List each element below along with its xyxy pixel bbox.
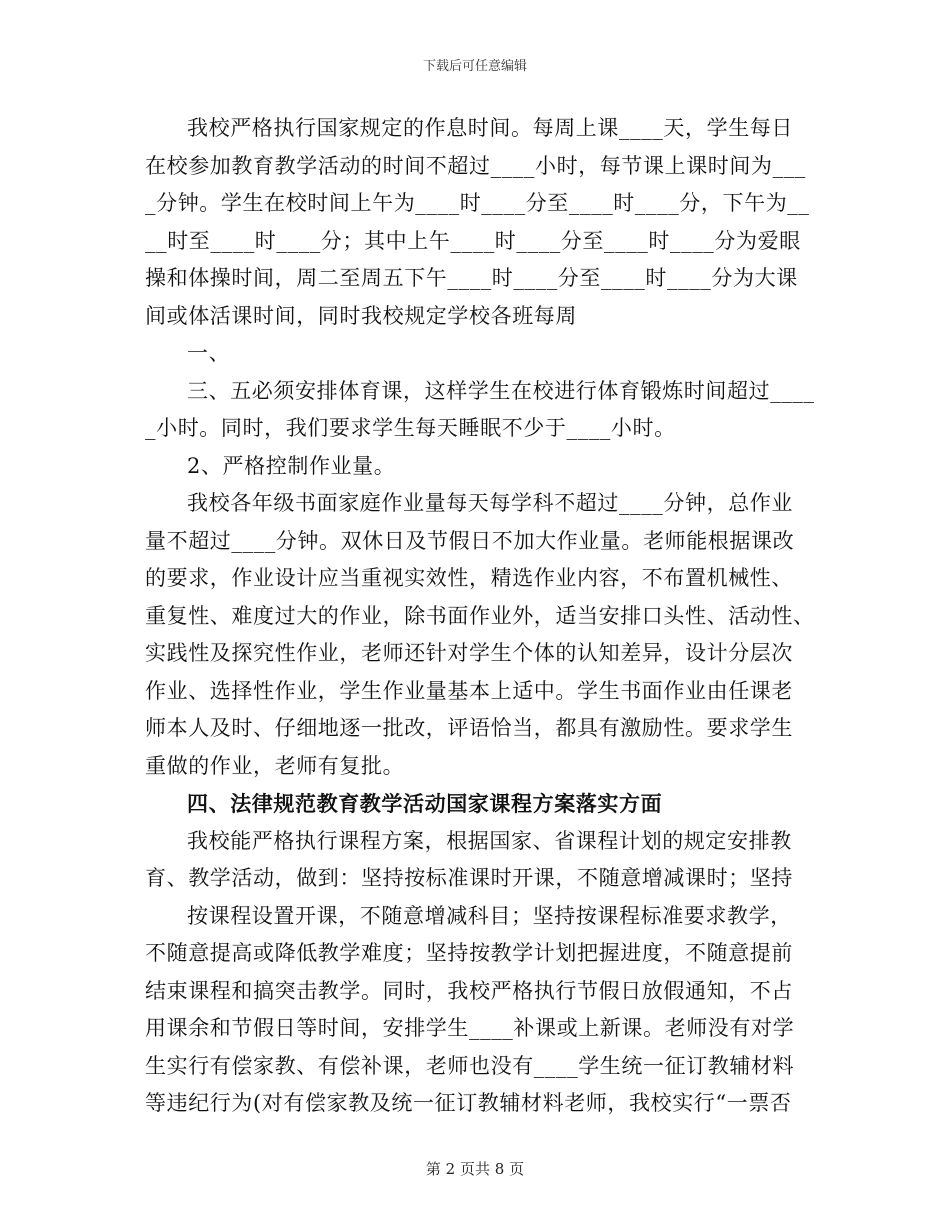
page-header: 下载后可任意编辑 bbox=[422, 59, 527, 74]
paragraph-line: 育、教学活动，做到：坚持按标准课时开课，不随意增减课时；坚持 bbox=[145, 866, 793, 890]
paragraph-line: 实践性及探究性作业，老师还针对学生个体的认知差异，设计分层次 bbox=[145, 641, 793, 665]
paragraph-line: 三、五必须安排体育课，这样学生在校进行体育锻炼时间超过____ bbox=[187, 378, 815, 403]
paragraph-line: 重复性、难度过大的作业，除书面作业外，适当安排口头性、活动性、 bbox=[145, 603, 815, 628]
paragraph-line: 我校严格执行国家规定的作息时间。每周上课____天，学生每日 bbox=[187, 116, 793, 140]
paragraph-line: _分钟。学生在校时间上午为____时____分至____时____分，下午为__ bbox=[145, 191, 810, 215]
paragraph-line: 我校能严格执行课程方案，根据国家、省课程计划的规定安排教 bbox=[187, 828, 792, 853]
paragraph-line: 等违纪行为(对有偿家教及统一征订教辅材料老师，我校实行“一票否 bbox=[145, 1091, 792, 1115]
paragraph-line: 的要求，作业设计应当重视实效性，精选作业内容，不布置机械性、 bbox=[145, 566, 793, 590]
paragraph-line: _小时。同时，我们要求学生每天睡眠不少于____小时。 bbox=[145, 416, 676, 440]
paragraph-line: 量不超过____分钟。双休日及节假日不加大作业量。老师能根据课改 bbox=[145, 528, 795, 553]
paragraph-line: 不随意提高或降低教学难度；坚持按教学计划把握进度，不随意提前 bbox=[145, 941, 793, 965]
paragraph-line: 生实行有偿家教、有偿补课，老师也没有____学生统一征订教辅材料 bbox=[145, 1053, 795, 1078]
paragraph-line: 操和体操时间，周二至周五下午____时____分至____时____分为大课 bbox=[145, 266, 798, 290]
paragraph-line: 我校各年级书面家庭作业量每天每学科不超过____分钟，总作业 bbox=[187, 491, 793, 515]
section-heading: 四、法律规范教育教学活动国家课程方案落实方面 bbox=[187, 791, 663, 816]
paragraph-line: 结束课程和搞突击教学。同时，我校严格执行节假日放假通知，不占 bbox=[145, 978, 793, 1003]
paragraph-line: 按课程设置开课，不随意增减科目；坚持按课程标准要求教学， bbox=[187, 903, 792, 928]
section-subheading: 2、严格控制作业量。 bbox=[187, 453, 396, 478]
paragraph-line: 作业、选择性作业，学生作业量基本上适中。学生书面作业由任课老 bbox=[145, 678, 793, 703]
document-body bbox=[145, 110, 815, 1123]
page-footer: 第 2 页共 8 页 bbox=[425, 1160, 525, 1178]
paragraph-line: 间或体活课时间，同时我校规定学校各班每周 bbox=[145, 303, 577, 328]
paragraph-line: 一、 bbox=[187, 341, 231, 365]
paragraph-line: 在校参加教育教学活动的时间不超过____小时，每节课上课时间为___ bbox=[145, 153, 806, 178]
paragraph-line: 重做的作业，老师有复批。 bbox=[145, 753, 405, 778]
paragraph-line: 用课余和节假日等时间，安排学生____补课或上新课。老师没有对学 bbox=[145, 1016, 795, 1040]
paragraph-line: 师本人及时、仔细地逐一批改，评语恰当，都具有激励性。要求学生 bbox=[145, 716, 793, 740]
paragraph-line: __时至____时____分；其中上午____时____分至____时____分为爱眼 bbox=[145, 228, 801, 253]
